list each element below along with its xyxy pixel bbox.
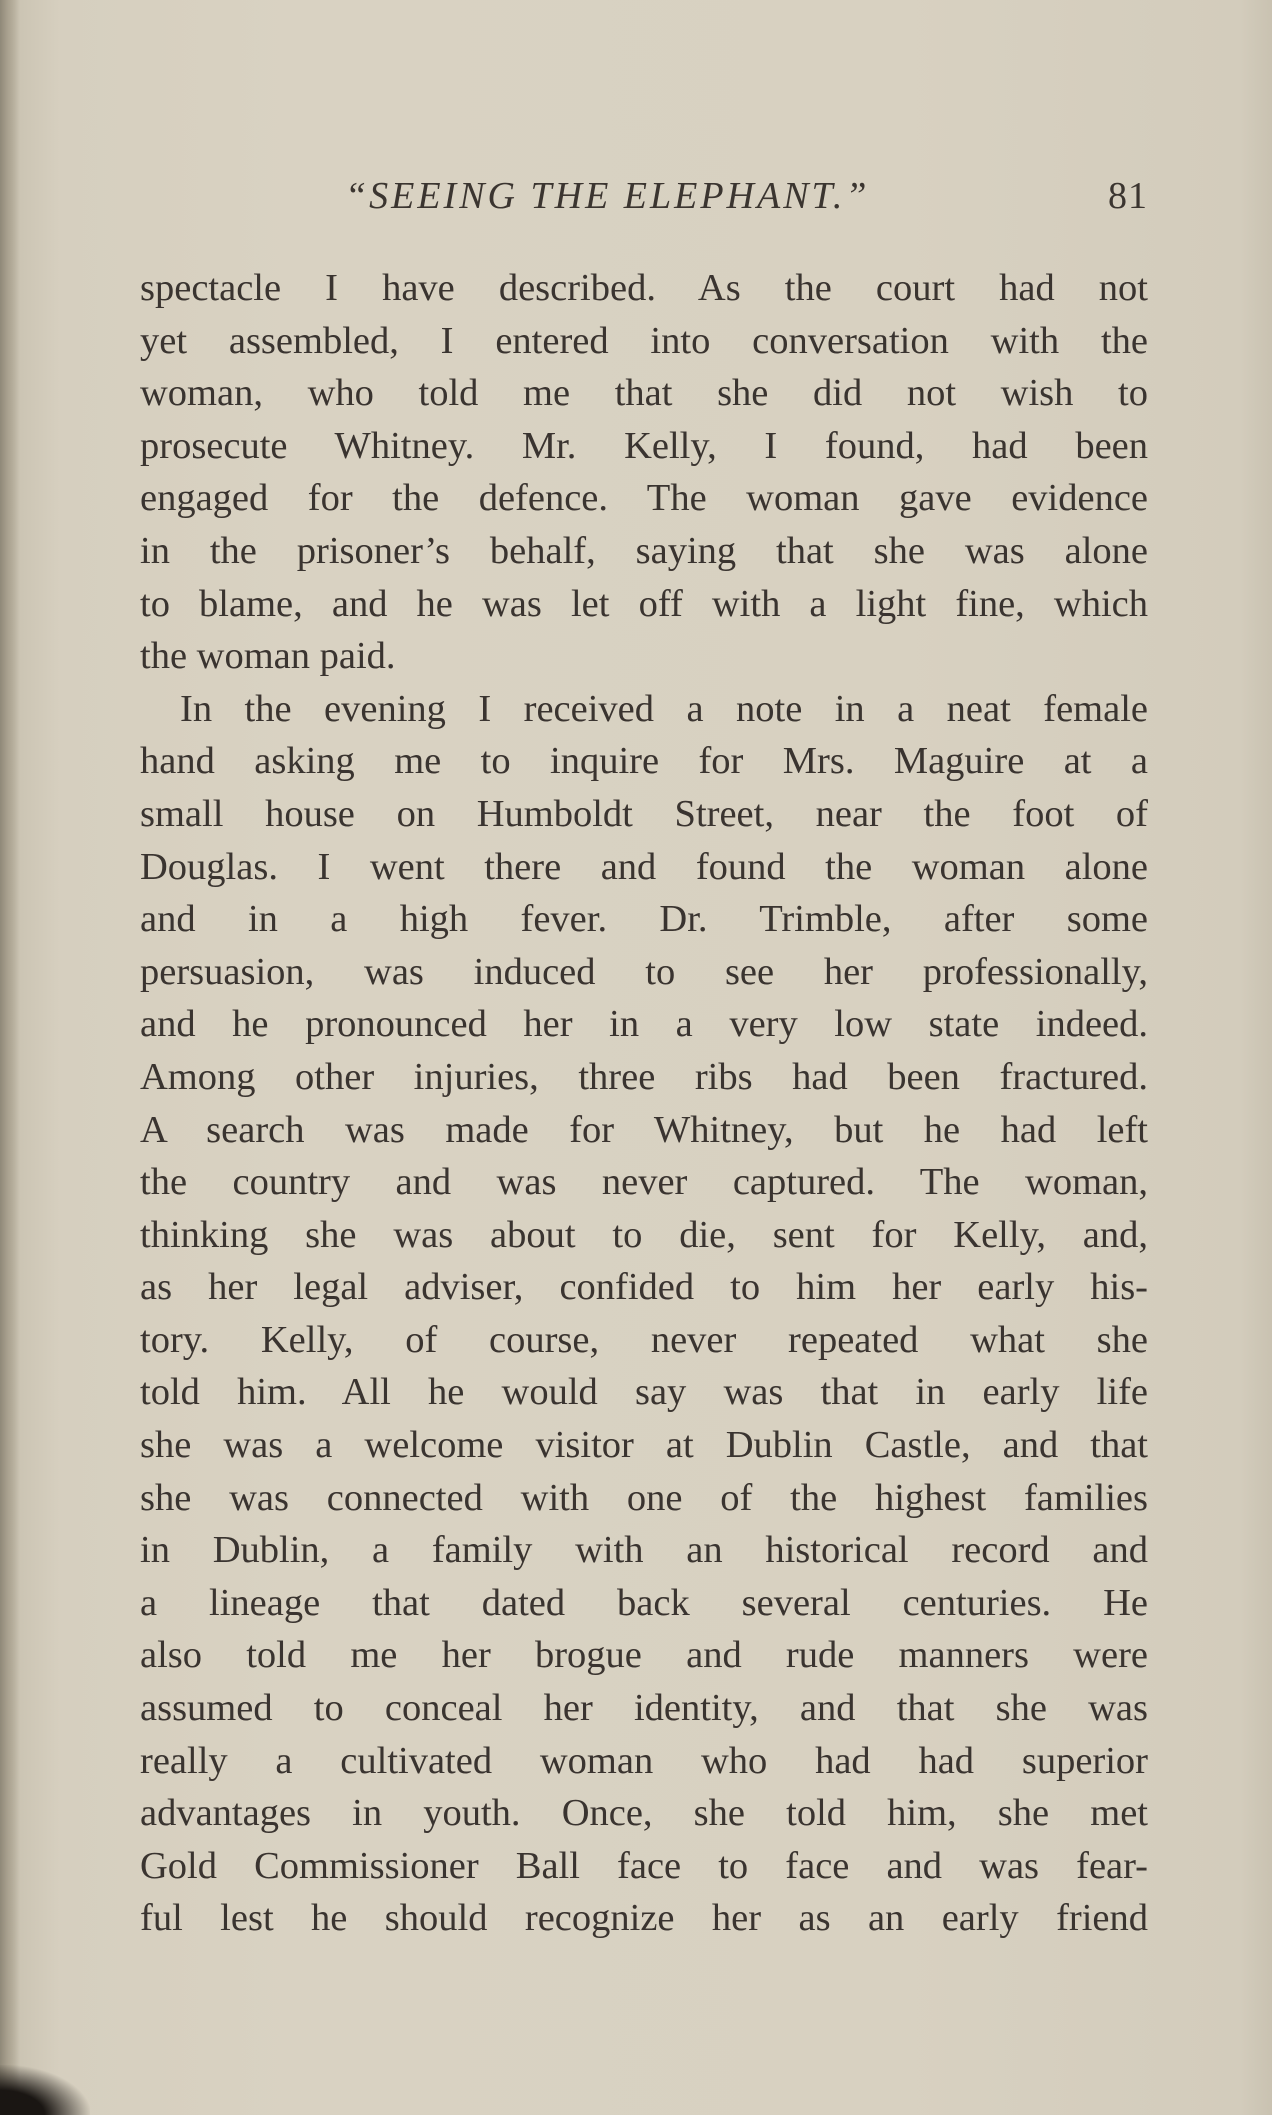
text-line: woman, who told me that she did not wish to bbox=[140, 372, 1148, 415]
text-line: as her legal adviser, confided to him her early his- bbox=[140, 1266, 1148, 1309]
text-line: and he pronounced her in a very low state indeed. bbox=[140, 1003, 1148, 1046]
text-line: spectacle I have described. As the court had not bbox=[140, 267, 1148, 309]
text-line: to blame, and he was let off with a light fine, which bbox=[140, 582, 1148, 625]
text-line: engaged for the defence. The woman gave evidence bbox=[140, 477, 1148, 520]
text-line: in the prisoner’s behalf, saying that she was alone bbox=[140, 529, 1148, 572]
text-line: in Dublin, a family with an historical record and bbox=[140, 1529, 1148, 1572]
corner-shadow bbox=[0, 2065, 90, 2115]
text-line: hand asking me to inquire for Mrs. Maguire at a bbox=[140, 740, 1148, 783]
text-line: she was connected with one of the highest families bbox=[140, 1476, 1148, 1519]
page-header bbox=[0, 174, 1272, 224]
text-line: told him. All he would say was that in early life bbox=[140, 1371, 1148, 1414]
text-line: ful lest he should recognize her as an early friend bbox=[140, 1897, 1148, 1940]
text-line: advantages in youth. Once, she told him, she met bbox=[140, 1792, 1148, 1835]
text-line: a lineage that dated back several centuries. He bbox=[140, 1581, 1148, 1624]
text-line: In the evening I received a note in a neat female bbox=[180, 687, 1148, 730]
text-line: Gold Commissioner Ball face to face and was fear- bbox=[140, 1844, 1148, 1887]
text-line: tory. Kelly, of course, never repeated what she bbox=[140, 1318, 1148, 1361]
text-line: persuasion, was induced to see her professionally, bbox=[140, 950, 1148, 993]
text-line: prosecute Whitney. Mr. Kelly, I found, had been bbox=[140, 424, 1148, 467]
text-line: the country and was never captured. The woman, bbox=[140, 1161, 1148, 1204]
text-line: really a cultivated woman who had had superior bbox=[140, 1739, 1148, 1782]
text-line: small house on Humboldt Street, near the foot of bbox=[140, 792, 1148, 835]
text-line: thinking she was about to die, sent for Kelly, and, bbox=[140, 1213, 1148, 1256]
text-line: Douglas. I went there and found the woman alone bbox=[140, 845, 1148, 888]
text-line: yet assembled, I entered into conversation with the bbox=[140, 319, 1148, 362]
page-gutter bbox=[0, 0, 20, 2115]
text-line: and in a high fever. Dr. Trimble, after some bbox=[140, 898, 1148, 941]
text-line: assumed to conceal her identity, and that she was bbox=[140, 1687, 1148, 1730]
text-line: Among other injuries, three ribs had been fractured. bbox=[140, 1055, 1148, 1098]
page-number: 81 bbox=[1108, 175, 1148, 217]
text-line: she was a welcome visitor at Dublin Castle, and that bbox=[140, 1424, 1148, 1467]
text-line: the woman paid. bbox=[140, 635, 396, 678]
running-head: “SEEING THE ELEPHANT.” bbox=[345, 175, 870, 217]
text-line: also told me her brogue and rude manners were bbox=[140, 1634, 1148, 1677]
text-line: A search was made for Whitney, but he had left bbox=[140, 1108, 1148, 1151]
body-text bbox=[140, 262, 1148, 1945]
